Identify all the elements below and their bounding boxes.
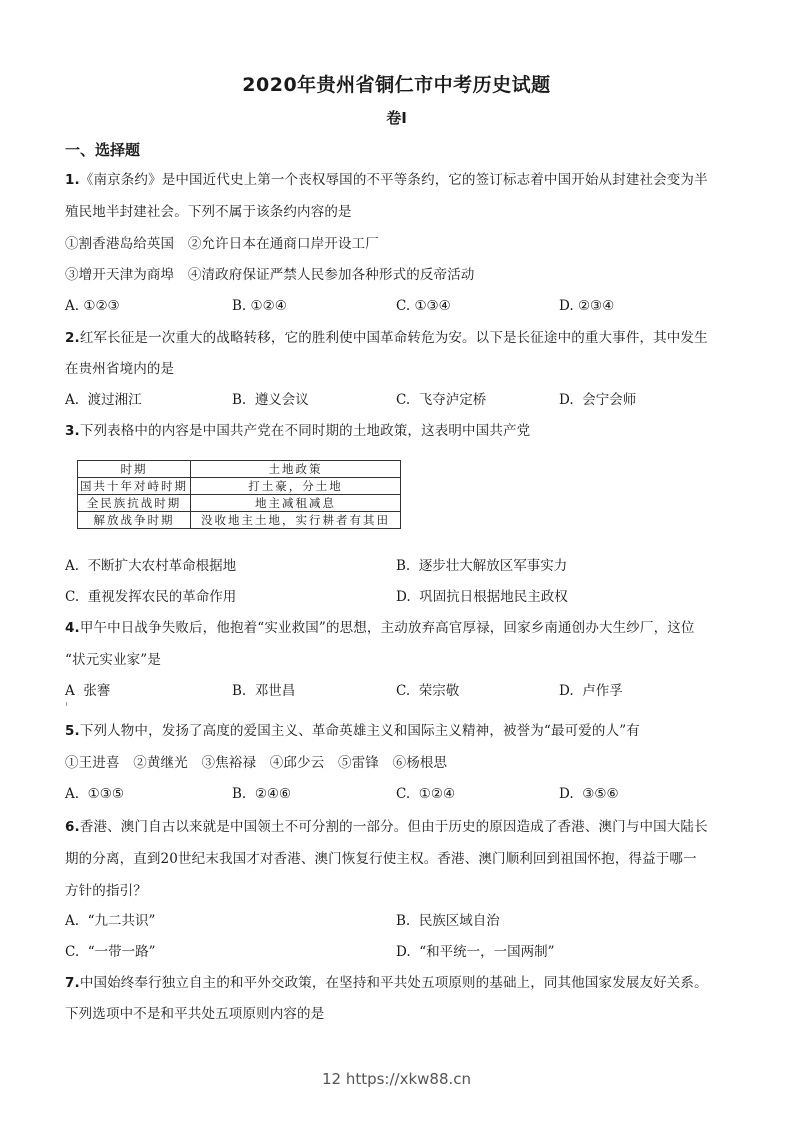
page-number: 12 — [321, 1070, 342, 1088]
question-6-line-3: 方针的指引？ — [65, 883, 147, 899]
question-number: 3. — [65, 423, 80, 439]
question-number: 6. — [65, 819, 80, 835]
table-header-row — [78, 461, 401, 478]
question-6-option-c[interactable]: C. “一带一路” — [65, 944, 156, 960]
question-1-option-a[interactable]: A. ①②③ — [65, 298, 120, 314]
table-row — [78, 495, 401, 512]
question-3-line-1: 3.下列表格中的内容是中国共产党在不同时期的土地政策，这表明中国共产党 — [65, 423, 531, 439]
page-footer — [0, 1070, 793, 1088]
table-header-policy: 土地政策 — [191, 461, 401, 478]
question-1-option-d[interactable]: D. ②③④ — [559, 298, 615, 314]
question-3-option-a[interactable]: A. 不断扩大农村革命根据地 — [65, 558, 237, 574]
question-1-option-c[interactable]: C. ①③④ — [396, 298, 451, 314]
question-7-line-2: 下列选项中不是和平共处五项原则内容的是 — [65, 1006, 325, 1022]
question-6-line-2: 期的分离，直到20世纪末我国才对香港、澳门恢复行使主权。香港、澳门顺利回到祖国怀抱，得益于哪一 — [65, 851, 697, 867]
question-2-line-2: 在贵州省境内的是 — [65, 361, 175, 377]
question-2-option-b[interactable]: B. 遵义会议 — [232, 392, 309, 408]
question-1-line-1: 1.《南京条约》是中国近代史上第一个丧权辱国的不平等条约，它的签订标志着中国开始从封建社会变为半 — [65, 172, 708, 188]
question-4-line-1: 4.甲午中日战争失败后，他抱着“实业救国”的思想，主动放弃高官厚禄，回家乡南通创办大生纱厂，这位 — [65, 620, 695, 636]
table-header-period: 时期 — [78, 461, 191, 478]
question-5-option-d[interactable]: D. ③⑤⑥ — [559, 786, 619, 802]
table-row — [78, 478, 401, 495]
question-1-option-b[interactable]: B. ①②④ — [232, 298, 287, 314]
footer-url-link[interactable]: https://xkw88.cn — [345, 1070, 472, 1088]
question-6-option-a[interactable]: A. “九二共识” — [65, 913, 156, 929]
document-title: 2020年贵州省铜仁市中考历史试题 — [242, 74, 551, 96]
question-number: 1. — [65, 172, 80, 188]
question-1-line-2: 殖民地半封建社会。下列不属于该条约内容的是 — [65, 204, 352, 220]
question-3-option-d[interactable]: D. 巩固抗日根据地民主政权 — [396, 589, 568, 605]
question-4-option-a[interactable]: A 张謇 — [65, 683, 111, 699]
question-2-option-c[interactable]: C. 飞夺泸定桥 — [396, 392, 487, 408]
question-number: 5. — [65, 723, 80, 739]
question-6-option-b[interactable]: B. 民族区域自治 — [396, 913, 500, 929]
table-cell-policy: 地主减租减息 — [191, 495, 401, 512]
question-2-option-d[interactable]: D. 会宁会师 — [559, 392, 637, 408]
table-cell-period: 解放战争时期 — [78, 512, 191, 529]
table-cell-period: 全民族抗战时期 — [78, 495, 191, 512]
section-heading: 一、选择题 — [65, 141, 141, 159]
question-3-option-b[interactable]: B. 逐步壮大解放区军事实力 — [396, 558, 568, 574]
question-number: 7. — [65, 975, 80, 991]
question-6-option-d[interactable]: D. “和平统一，一国两制” — [396, 944, 555, 960]
question-5-option-b[interactable]: B. ②④⑥ — [232, 786, 292, 802]
land-policy-table — [77, 460, 401, 529]
question-4-option-b[interactable]: B. 邓世昌 — [232, 683, 296, 699]
table-cell-policy: 没收地主土地，实行耕者有其田 — [191, 512, 401, 529]
table-cell-policy: 打土豪，分土地 — [191, 478, 401, 495]
question-5-option-c[interactable]: C. ①②④ — [396, 786, 456, 802]
question-5-statement-1: ①王进喜 ②黄继光 ③焦裕禄 ④邱少云 ⑤雷锋 ⑥杨根思 — [65, 755, 448, 771]
question-5-line-1: 5.下列人物中，发扬了高度的爱国主义、革命英雄主义和国际主义精神，被誉为“最可爱的人”有 — [65, 723, 640, 739]
question-1-statement-2: ③增开天津为商埠 ④清政府保证严禁人民参加各种形式的反帝活动 — [65, 267, 475, 283]
question-2-option-a[interactable]: A. 渡过湘江 — [65, 392, 142, 408]
question-6-line-1: 6.香港、澳门自古以来就是中国领土不可分割的一部分。但由于历史的原因造成了香港、澳门与中国大陆长 — [65, 819, 708, 835]
question-1-statement-1: ①割香港岛给英国 ②允许日本在通商口岸开设工厂 — [65, 236, 379, 252]
question-number: 2. — [65, 330, 80, 346]
table-cell-period: 国共十年对峙时期 — [78, 478, 191, 495]
question-4-option-d[interactable]: D. 卢作孚 — [559, 683, 623, 699]
question-3-option-c[interactable]: C. 重视发挥农民的革命作用 — [65, 589, 237, 605]
question-5-option-a[interactable]: A. ①③⑤ — [65, 786, 124, 802]
volume-label: 卷I — [386, 109, 407, 127]
question-7-line-1: 7.中国始终奉行独立自主的和平外交政策，在坚持和平共处五项原则的基础上，同其他国家发展友好关系。 — [65, 975, 708, 991]
stray-mark — [66, 702, 67, 706]
question-4-line-2: “状元实业家”是 — [65, 652, 162, 668]
question-2-line-1: 2.红军长征是一次重大的战略转移，它的胜利使中国革命转危为安。以下是长征途中的重大事件，其中发生 — [65, 330, 708, 346]
question-4-option-c[interactable]: C. 荣宗敬 — [396, 683, 460, 699]
table-row — [78, 512, 401, 529]
question-number: 4. — [65, 620, 80, 636]
